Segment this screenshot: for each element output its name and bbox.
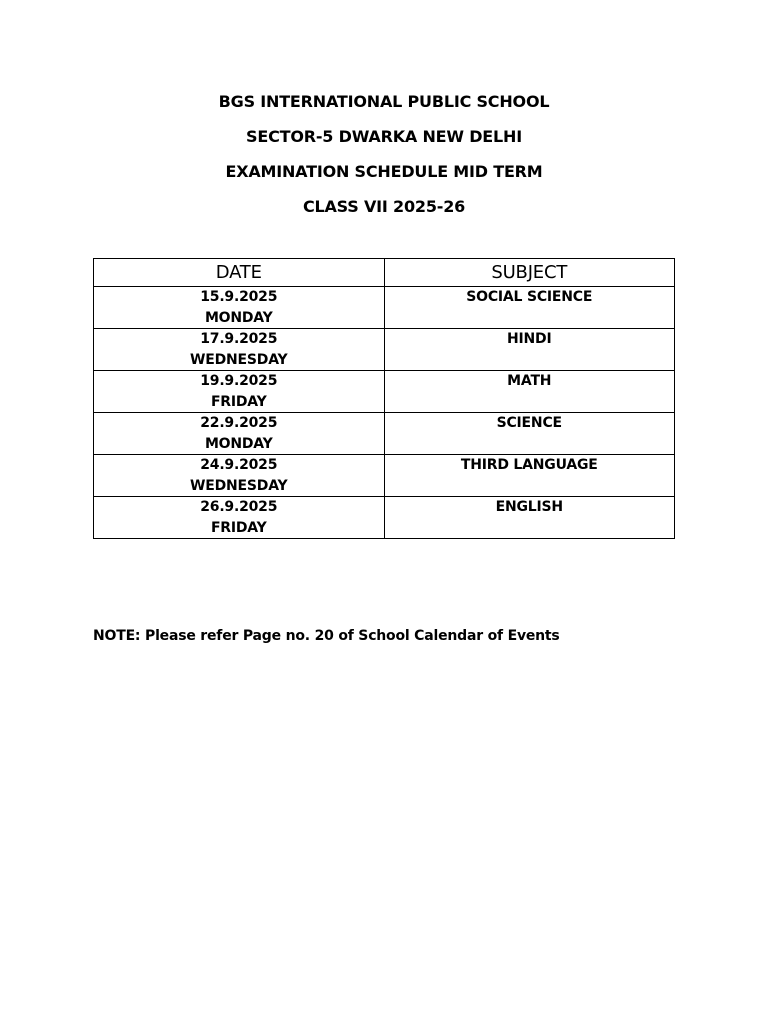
- table-row: [94, 455, 675, 497]
- date-cell: [94, 497, 385, 539]
- exam-subject: SOCIAL SCIENCE: [466, 289, 593, 305]
- exam-day: MONDAY: [204, 435, 273, 452]
- date-cell: [94, 371, 385, 413]
- exam-date: 17.9.2025: [200, 331, 278, 347]
- exam-day: WEDNESDAY: [190, 351, 288, 368]
- subject-cell: [384, 371, 675, 413]
- class-session: CLASS VII 2025-26: [302, 197, 466, 216]
- exam-title: EXAMINATION SCHEDULE MID TERM: [225, 162, 543, 181]
- table-header-row: [94, 259, 675, 287]
- date-cell: [94, 329, 385, 371]
- exam-day: MONDAY: [204, 309, 273, 326]
- table-row: [94, 287, 675, 329]
- date-cell: [94, 455, 385, 497]
- exam-date: 24.9.2025: [200, 457, 278, 473]
- table-row: [94, 413, 675, 455]
- subject-cell: [384, 497, 675, 539]
- table-row: [94, 497, 675, 539]
- document-header: [0, 84, 768, 224]
- exam-day: WEDNESDAY: [190, 477, 288, 494]
- subject-cell: [384, 413, 675, 455]
- exam-subject: MATH: [507, 373, 552, 389]
- column-header-subject: SUBJECT: [384, 259, 675, 287]
- exam-subject: SCIENCE: [496, 415, 562, 431]
- exam-subject: THIRD LANGUAGE: [460, 457, 598, 473]
- exam-date: 19.9.2025: [200, 373, 278, 389]
- exam-date: 26.9.2025: [200, 499, 278, 515]
- exam-subject: ENGLISH: [495, 499, 563, 515]
- date-cell: [94, 413, 385, 455]
- exam-subject: HINDI: [507, 331, 552, 347]
- exam-day: FRIDAY: [210, 393, 267, 410]
- table-row: [94, 329, 675, 371]
- subject-cell: [384, 329, 675, 371]
- column-header-date: DATE: [94, 259, 385, 287]
- table-row: [94, 371, 675, 413]
- footer-note: NOTE: Please refer Page no. 20 of School Calendar of Events: [93, 628, 560, 644]
- school-address: SECTOR-5 DWARKA NEW DELHI: [246, 127, 522, 146]
- exam-date: 22.9.2025: [200, 415, 278, 431]
- exam-schedule-table: [93, 258, 675, 539]
- exam-day: FRIDAY: [210, 519, 267, 536]
- subject-cell: [384, 287, 675, 329]
- school-name: BGS INTERNATIONAL PUBLIC SCHOOL: [218, 92, 550, 111]
- date-cell: [94, 287, 385, 329]
- subject-cell: [384, 455, 675, 497]
- exam-date: 15.9.2025: [200, 289, 278, 305]
